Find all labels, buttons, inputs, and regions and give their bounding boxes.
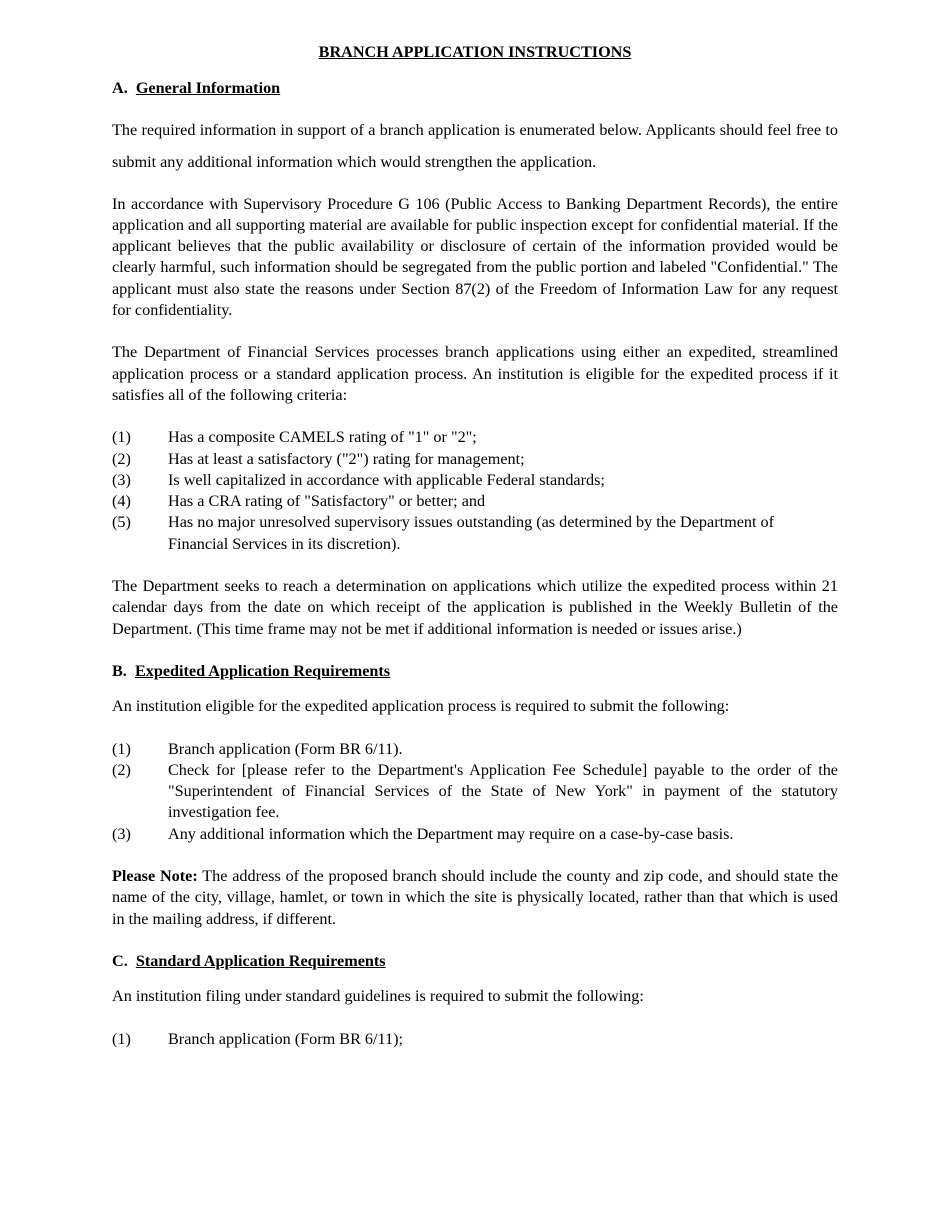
list-item [112,427,838,448]
list-item-number: (3) [112,470,131,489]
section-a-timeframe-paragraph: The Department seeks to reach a determination on applications which utilize the expedited process within 21 calendar days from the date on which receipt of the application is published in the Weekly Bulletin of the Department. (This time frame may not be met if additional information is needed or issues arise.) [112,577,838,638]
list-item [112,449,838,470]
list-item-text: Has no major unresolved supervisory issues outstanding (as determined by the Department of Financial Services in its discretion). [168,513,774,553]
list-item-text: Branch application (Form BR 6/11). [168,739,403,758]
section-a-letter: A. [112,79,128,98]
list-item-text: Has a composite CAMELS rating of "1" or "2"; [168,428,477,447]
list-item-number: (1) [112,739,131,758]
please-note-paragraph [112,866,838,930]
section-c-heading [112,951,838,972]
document-title: BRANCH APPLICATION INSTRUCTIONS [318,43,632,61]
please-note-label: Please Note: [112,867,198,886]
eligibility-criteria-list [112,427,838,555]
section-a-process-paragraph: The Department of Financial Services processes branch applications using either an expedited, streamlined application process or a standard application process. An institution is eligible for the expedited process if it satisfies all of the following criteria: [112,343,838,404]
list-item-number: (2) [112,449,131,468]
list-item [112,470,838,491]
section-b-heading [112,661,838,682]
list-item-number: (5) [112,513,131,532]
list-item-number: (2) [112,760,131,779]
list-item-number: (4) [112,492,131,511]
list-item-number: (1) [112,1029,131,1048]
section-b-intro: An institution eligible for the expedited application process is required to submit the following: [112,697,730,716]
list-item [112,739,838,760]
list-item-text: Any additional information which the Department may require on a case-by-case basis. [168,824,734,843]
section-a-heading [112,78,838,99]
list-item [112,760,838,824]
list-item [112,1029,838,1050]
expedited-requirements-list [112,739,838,845]
section-c-letter: C. [112,951,128,970]
list-item [112,512,838,555]
list-item-number: (3) [112,824,131,843]
please-note-text: The address of the proposed branch should include the county and zip code, and should state the name of the city, village, hamlet, or town in which the site is physically located, rather than that which is used in the mailing address, if different. [112,867,838,928]
document-page [112,42,838,1071]
section-a-intro: The required information in support of a branch application is enumerated below. Applicants should feel free to submit any additional information which would strengthen the application. [112,120,838,172]
section-a-confidentiality-paragraph: In accordance with Supervisory Procedure G 106 (Public Access to Banking Department Records), the entire application and all supporting material are available for public inspection except for confidential material. If the applicant believes that the public availability or disclosure of certain of the information provided would be clearly harmful, such information should be segregated from the public portion and labeled "Confidential." The applicant must also state the reasons under Section 87(2) of the Freedom of Information Law for any request for confidentiality. [112,194,838,320]
list-item-text: Branch application (Form BR 6/11); [168,1029,403,1048]
standard-requirements-list [112,1029,838,1050]
list-item-text: Has a CRA rating of "Satisfactory" or better; and [168,492,486,511]
list-item [112,491,838,512]
list-item-text: Has at least a satisfactory ("2") rating for management; [168,449,525,468]
section-a-title: General Information [135,79,281,98]
section-c-intro: An institution filing under standard guidelines is required to submit the following: [112,987,644,1006]
list-item-text: Check for [please refer to the Department's Application Fee Schedule] payable to the order of the "Superintendent of Financial Services of the State of New York" in payment of the statutory investigation fee. [168,760,838,822]
list-item [112,824,838,845]
list-item-number: (1) [112,428,131,447]
section-b-title: Expedited Application Requirements [134,661,391,680]
section-c-title: Standard Application Requirements [135,951,386,970]
section-b-letter: B. [112,661,127,680]
list-item-text: Is well capitalized in accordance with applicable Federal standards; [168,470,605,489]
